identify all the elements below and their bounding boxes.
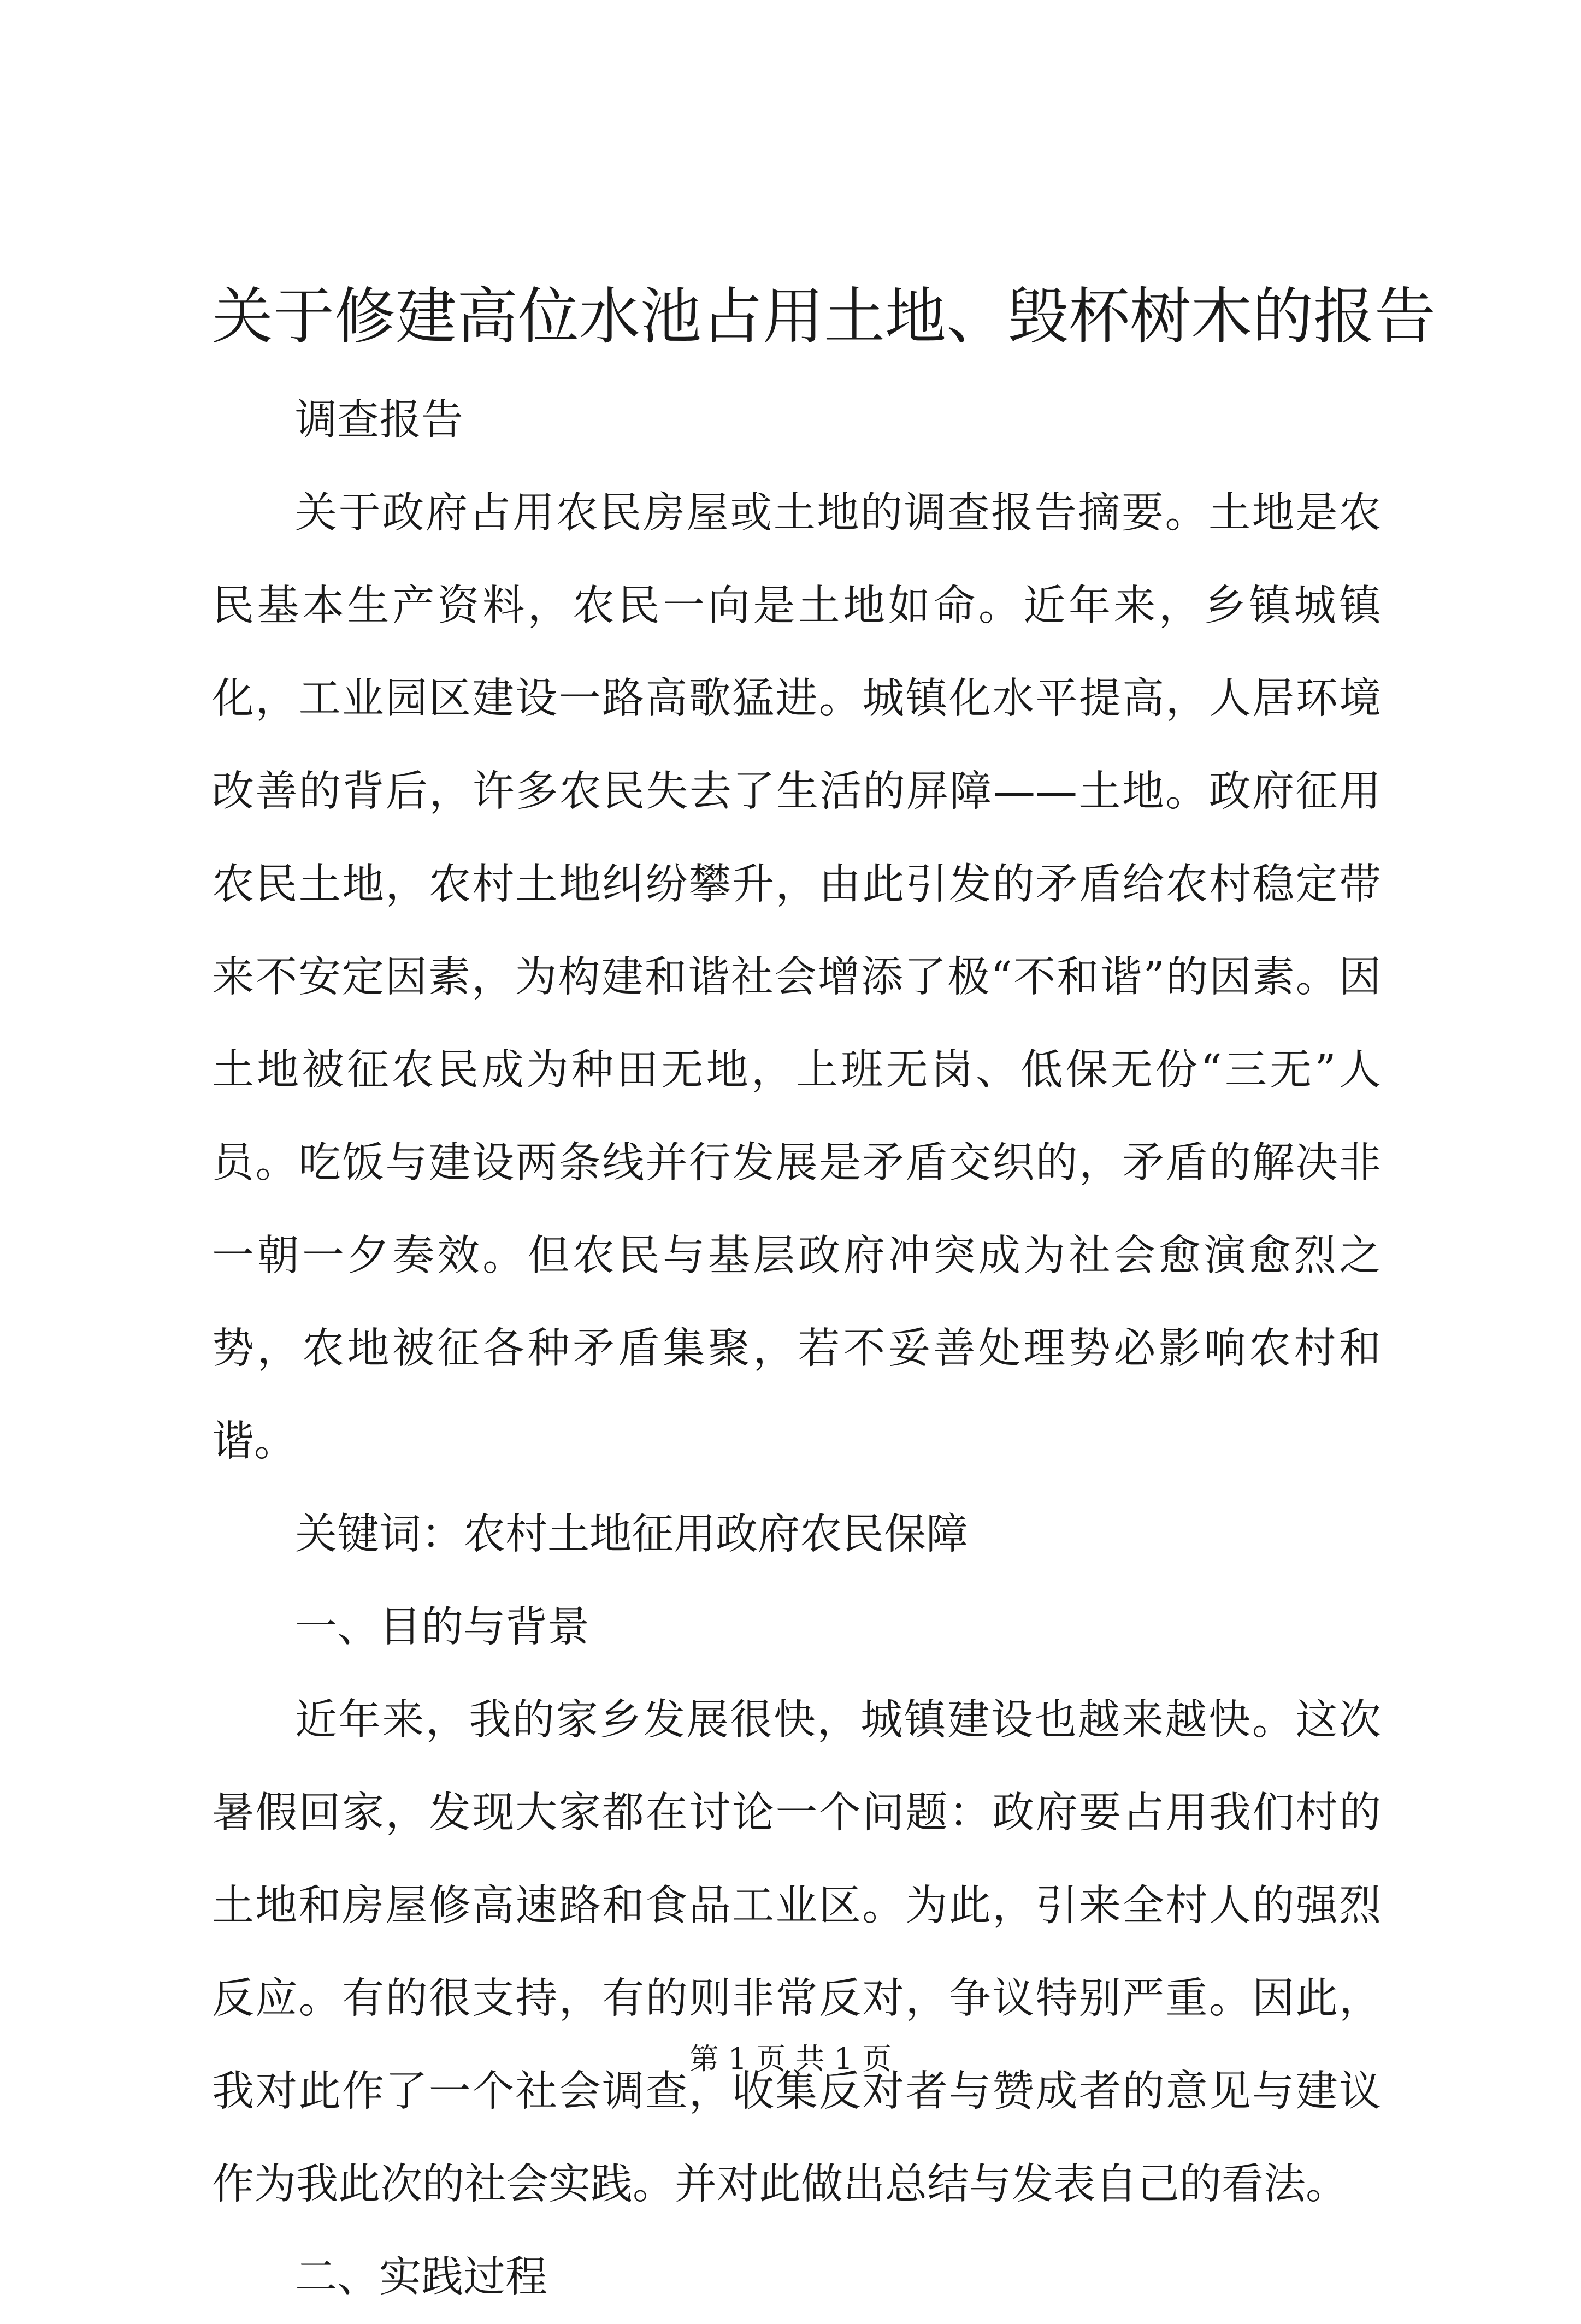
page-footer: 第 1 页 共 1 页	[689, 2042, 892, 2076]
paragraph-background: 近年来，我的家乡发展很快，城镇建设也越来越快。这次暑假回家，发现大家都在讨论一个问题：政府要占用我们村的土地和房屋修高速路和食品工业区。为此，引来全村人的强烈反应。有的很支持，有的则非常反对，争议特别严重。因此，我对此作了一个社会调查，收集反对者与赞成者的意见与建议作为我此次的社会实践。并对此做出总结与发表自己的看法。	[212, 1696, 1381, 2209]
paragraph-report-type: 调查报告	[295, 396, 463, 445]
section-heading-process: 二、实践过程	[295, 2253, 547, 2302]
paragraph-keywords: 关键词：农村土地征用政府农民保障	[295, 1510, 968, 1559]
paragraph-abstract: 关于政府占用农民房屋或土地的调查报告摘要。土地是农民基本生产资料，农民一向是土地如命。近年来，乡镇城镇化，工业园区建设一路高歌猛进。城镇化水平提高，人居环境改善的背后，许多农民失去了生活的屏障——土地。政府征用农民土地，农村土地纠纷攀升，由此引发的矛盾给农村稳定带来不安定因素，为构建和谐社会增添了极“不和谐”的因素。因土地被征农民成为种田无地，上班无岗、低保无份“三无”人员。吃饭与建设两条线并行发展是矛盾交织的，矛盾的解决非一朝一夕奏效。但农民与基层政府冲突成为社会愈演愈烈之势，农地被征各种矛盾集聚，若不妥善处理势必影响农村和谐。	[212, 489, 1381, 1466]
document-title: 关于修建高位水池占用土地、毁杯树木的报告	[212, 281, 1436, 352]
section-heading-purpose: 一、目的与背景	[295, 1603, 589, 1652]
document-body	[212, 374, 1381, 2324]
